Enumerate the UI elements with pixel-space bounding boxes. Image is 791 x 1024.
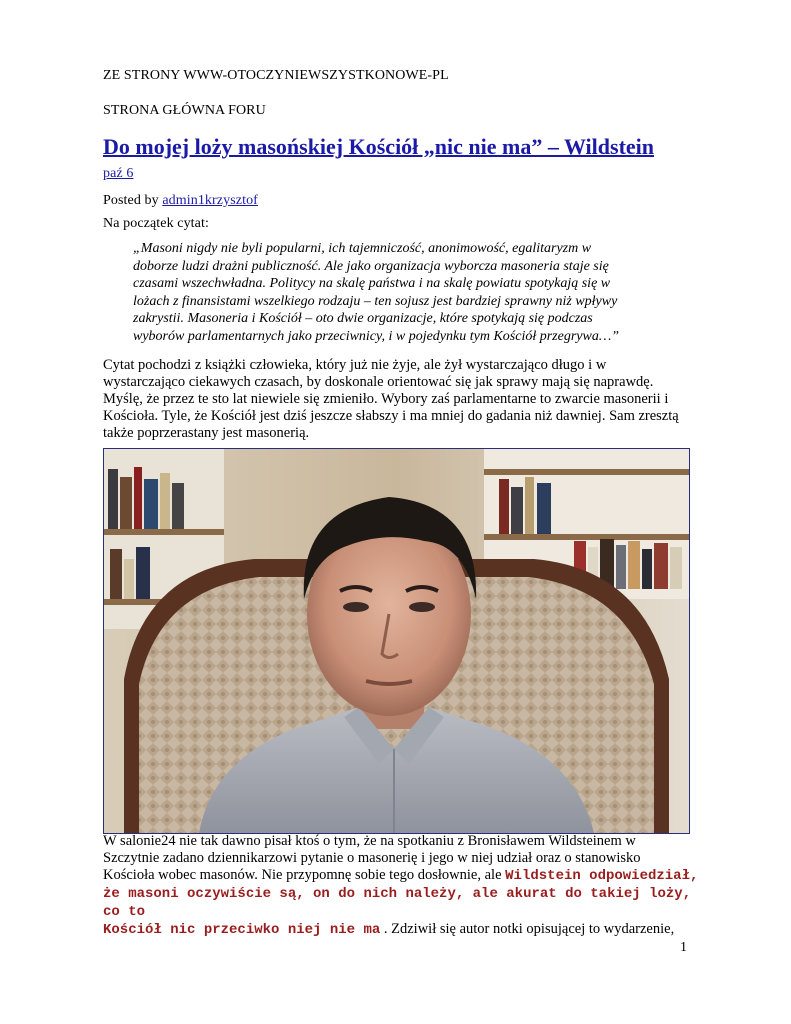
highlighted-quote: że masoni oczywiście są, on do nich należy, ale akurat do takiej loży, co to xyxy=(103,886,692,920)
paragraph-line xyxy=(103,885,703,921)
paragraph-line: wystarczająco ciekawych czasach, by doskonale orientować się jak sprawy mają się naprawdę. xyxy=(103,374,654,390)
paragraph-text: Kościoła wobec masonów. Nie przypomnę sobie tego dosłownie, ale xyxy=(103,867,506,883)
paragraph-line: także poprzerastany jest masonerią. xyxy=(103,425,310,441)
paragraph-line xyxy=(103,921,703,939)
quote-line: doborze ludzi drażni publiczność. Ale jako organizacja wyborcza masoneria staje się xyxy=(133,258,609,274)
quote-line: wyborów parlamentarnych jako przeciwnicy, i w pojedynku tym Kościół przegrywa…” xyxy=(133,328,620,344)
highlighted-quote: Kościół nic przeciwko niej nie ma xyxy=(103,922,381,938)
paragraph-line xyxy=(103,867,703,885)
article-title-link[interactable]: Do mojej loży masońskiej Kościół „nic nie ma” – Wildstein xyxy=(103,134,655,159)
paragraph-2 xyxy=(103,833,703,939)
posted-by-label: Posted by xyxy=(103,193,163,208)
intro-text: Na początek cytat: xyxy=(103,216,209,231)
article-photo xyxy=(103,448,690,834)
paragraph-1 xyxy=(103,357,703,442)
paragraph-line: Cytat pochodzi z książki człowieka, który już nie żyje, ale żył wystarczająco długo i w xyxy=(103,357,607,373)
quote-line: zakrystii. Masoneria i Kościół – oto dwie organizacje, które spotykają się podczas xyxy=(133,311,593,326)
quote-line: lożach z finansistami wszelkiego rodzaju – ten sojusz jest bardziej sprawny niż wpływy xyxy=(133,293,618,309)
quote-line: „Masoni nigdy nie byli popularni, ich tajemniczość, anonimowość, egalitaryzm w xyxy=(133,241,592,256)
source-line: ZE STRONY WWW-OTOCZYNIEWSZYSTKONOWE-PL xyxy=(103,68,449,83)
posted-by xyxy=(103,193,258,209)
page-number: 1 xyxy=(680,940,688,955)
highlighted-quote: Wildstein odpowiedział, xyxy=(505,868,699,884)
quote-block xyxy=(133,240,693,345)
paragraph-line: Szczytnie zadano dziennikarzowi pytanie o masonerię i jego w niej udział oraz o stanowisko xyxy=(103,850,641,866)
paragraph-line: Kościoła. Tyle, że Kościół jest dziś jeszcze słabszy i ma mniej do gadania niż dawniej. Sam zresztą xyxy=(103,408,679,424)
forum-line: STRONA GŁÓWNA FORU xyxy=(103,103,266,118)
paragraph-line: Myślę, że przez te sto lat niewiele się zmieniło. Wybory zaś parlamentarne to zwarcie masonerii i xyxy=(103,391,669,407)
author-link[interactable]: admin1krzysztof xyxy=(162,193,258,208)
paragraph-text: . Zdziwił się autor notki opisującej to wydarzenie, xyxy=(380,921,675,937)
date-link[interactable]: paź 6 xyxy=(103,166,134,181)
man-portrait-image xyxy=(104,449,689,833)
quote-line: czasami wszechwładna. Politycy na skalę państwa i na skalę powiatu spotykają się w xyxy=(133,276,611,291)
paragraph-line: W salonie24 nie tak dawno pisał ktoś o tym, że na spotkaniu z Bronisławem Wildsteinem w xyxy=(103,833,636,849)
